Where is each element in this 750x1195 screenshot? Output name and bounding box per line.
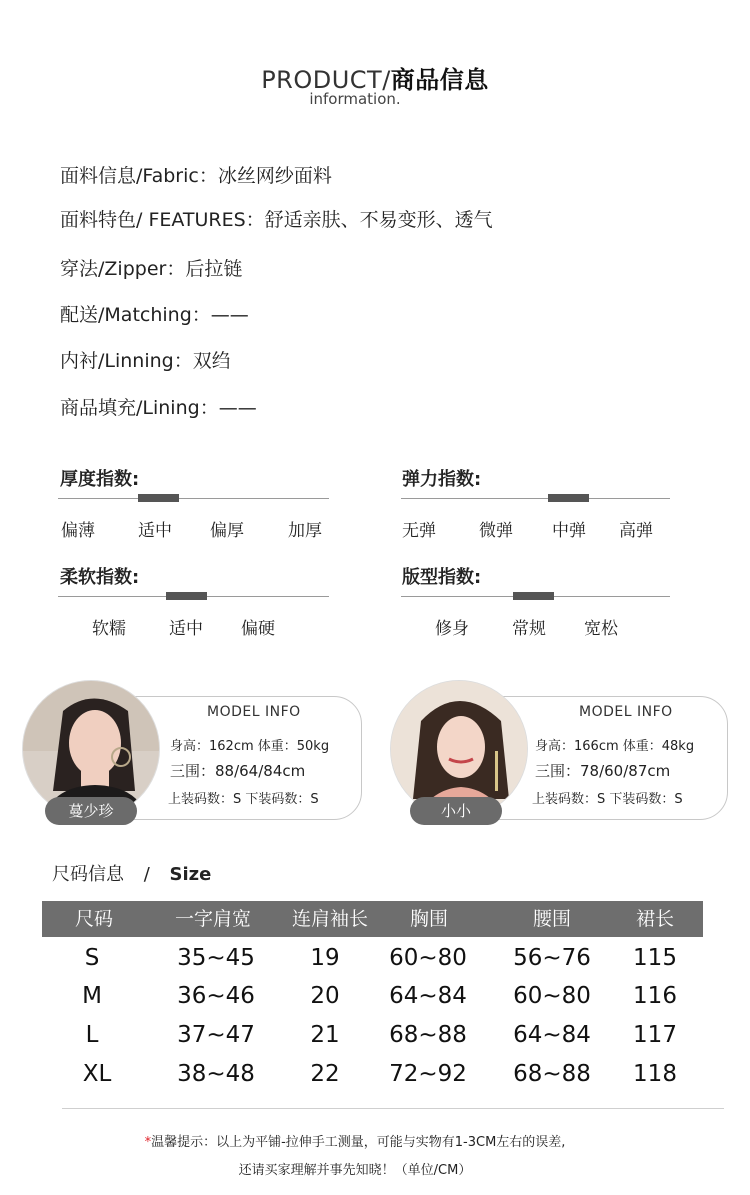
- thickness-option: 偏薄: [61, 521, 95, 541]
- size-table-header: [42, 901, 703, 937]
- lining-info-line: 内衬/Linning：双绉: [60, 350, 231, 372]
- table-cell: 68~88: [389, 1022, 467, 1048]
- note-text: 温馨提示：以上为平铺-拉伸手工测量，可能与实物有1-3CM左右的误差,: [151, 1135, 566, 1150]
- table-cell: 38~48: [177, 1061, 255, 1087]
- filling-info-line: 商品填充/Lining：——: [60, 397, 257, 419]
- table-cell: 117: [633, 1022, 677, 1048]
- thickness-scale-marker: [138, 494, 179, 502]
- table-header-cell: 腰围: [532, 908, 571, 930]
- table-cell: 72~92: [389, 1061, 467, 1087]
- size-title-cn: 尺码信息: [52, 864, 124, 885]
- elasticity-option: 微弹: [479, 521, 513, 541]
- table-header-cell: 裙长: [635, 908, 674, 930]
- table-header-cell: 一字肩宽: [174, 908, 251, 930]
- size-note-line: 还请买家理解并事先知晓！（单位/CM）: [238, 1163, 472, 1178]
- title-en: PRODUCT/: [261, 66, 391, 94]
- table-cell: 22: [310, 1061, 340, 1087]
- fit-option: 宽松: [584, 619, 618, 639]
- table-cell: 20: [310, 983, 340, 1009]
- table-cell: M: [82, 983, 102, 1009]
- softness-index-title: 柔软指数:: [60, 567, 140, 588]
- table-cell: 64~84: [513, 1022, 591, 1048]
- thickness-option: 适中: [138, 521, 172, 541]
- model-sizes: 上装码数：S 下装码数：S: [168, 792, 319, 807]
- elasticity-scale-marker: [548, 494, 589, 502]
- matching-info-line: 配送/Matching：——: [60, 304, 249, 326]
- model-name-badge: 蔓少珍: [45, 797, 137, 825]
- size-section-title: [52, 860, 211, 886]
- zipper-info-line: 穿法/Zipper：后拉链: [60, 258, 243, 280]
- table-cell: 37~47: [177, 1022, 255, 1048]
- size-title-separator: /: [143, 864, 150, 885]
- table-row: [42, 945, 703, 977]
- table-header-cell: 连肩袖长: [291, 908, 368, 930]
- model-height-weight: 身高：166cm 体重：48kg: [535, 739, 695, 754]
- table-cell: 35~45: [177, 945, 255, 971]
- model-height-weight: 身高：162cm 体重：50kg: [170, 739, 330, 754]
- fit-option: 常规: [512, 619, 546, 639]
- table-cell: 64~84: [389, 983, 467, 1009]
- table-cell: S: [84, 945, 100, 971]
- page-subtitle: information.: [309, 90, 401, 108]
- thickness-index-title: 厚度指数:: [60, 469, 140, 490]
- table-row: [42, 1022, 703, 1054]
- size-title-en: Size: [169, 864, 212, 885]
- fabric-info-line: 面料信息/Fabric：冰丝网纱面料: [60, 165, 332, 187]
- table-cell: 56~76: [513, 945, 591, 971]
- table-row: [42, 1061, 703, 1093]
- model-name-badge: 小小: [410, 797, 502, 825]
- thickness-option: 偏厚: [210, 521, 244, 541]
- table-cell: L: [85, 1022, 99, 1048]
- table-header-cell: 尺码: [74, 908, 113, 930]
- thickness-option: 加厚: [288, 521, 322, 541]
- model-info-title: MODEL INFO: [207, 704, 301, 720]
- model-measurements: 三围：78/60/87cm: [535, 762, 671, 780]
- table-cell: 60~80: [513, 983, 591, 1009]
- table-cell: 68~88: [513, 1061, 591, 1087]
- softness-option: 适中: [169, 619, 203, 639]
- table-cell: XL: [82, 1061, 112, 1087]
- elasticity-index-title: 弹力指数:: [402, 469, 482, 490]
- elasticity-option: 中弹: [552, 521, 586, 541]
- model-measurements: 三围：88/64/84cm: [170, 762, 306, 780]
- table-cell: 21: [310, 1022, 340, 1048]
- table-cell: 116: [633, 983, 677, 1009]
- table-cell: 19: [310, 945, 340, 971]
- softness-option: 偏硬: [241, 619, 275, 639]
- softness-scale-marker: [166, 592, 207, 600]
- fit-scale-marker: [513, 592, 554, 600]
- fit-option: 修身: [435, 619, 469, 639]
- table-cell: 115: [633, 945, 677, 971]
- thickness-scale-line: [58, 498, 329, 499]
- model-sizes: 上装码数：S 下装码数：S: [532, 792, 683, 807]
- elasticity-option: 高弹: [619, 521, 653, 541]
- elasticity-scale-line: [401, 498, 670, 499]
- elasticity-option: 无弹: [402, 521, 436, 541]
- note-asterisk: *: [144, 1135, 152, 1150]
- table-header-cell: 胸围: [409, 908, 448, 930]
- table-cell: 36~46: [177, 983, 255, 1009]
- title-cn: 商品信息: [390, 66, 489, 94]
- fit-index-title: 版型指数:: [402, 567, 482, 588]
- size-note-line: [0, 1131, 710, 1150]
- model-info-title: MODEL INFO: [579, 704, 673, 720]
- table-row: [42, 983, 703, 1015]
- table-cell: 118: [633, 1061, 677, 1087]
- table-cell: 60~80: [389, 945, 467, 971]
- features-info-line: 面料特色/ FEATURES：舒适亲肤、不易变形、透气: [60, 209, 493, 231]
- softness-option: 软糯: [92, 619, 126, 639]
- divider: [62, 1108, 724, 1109]
